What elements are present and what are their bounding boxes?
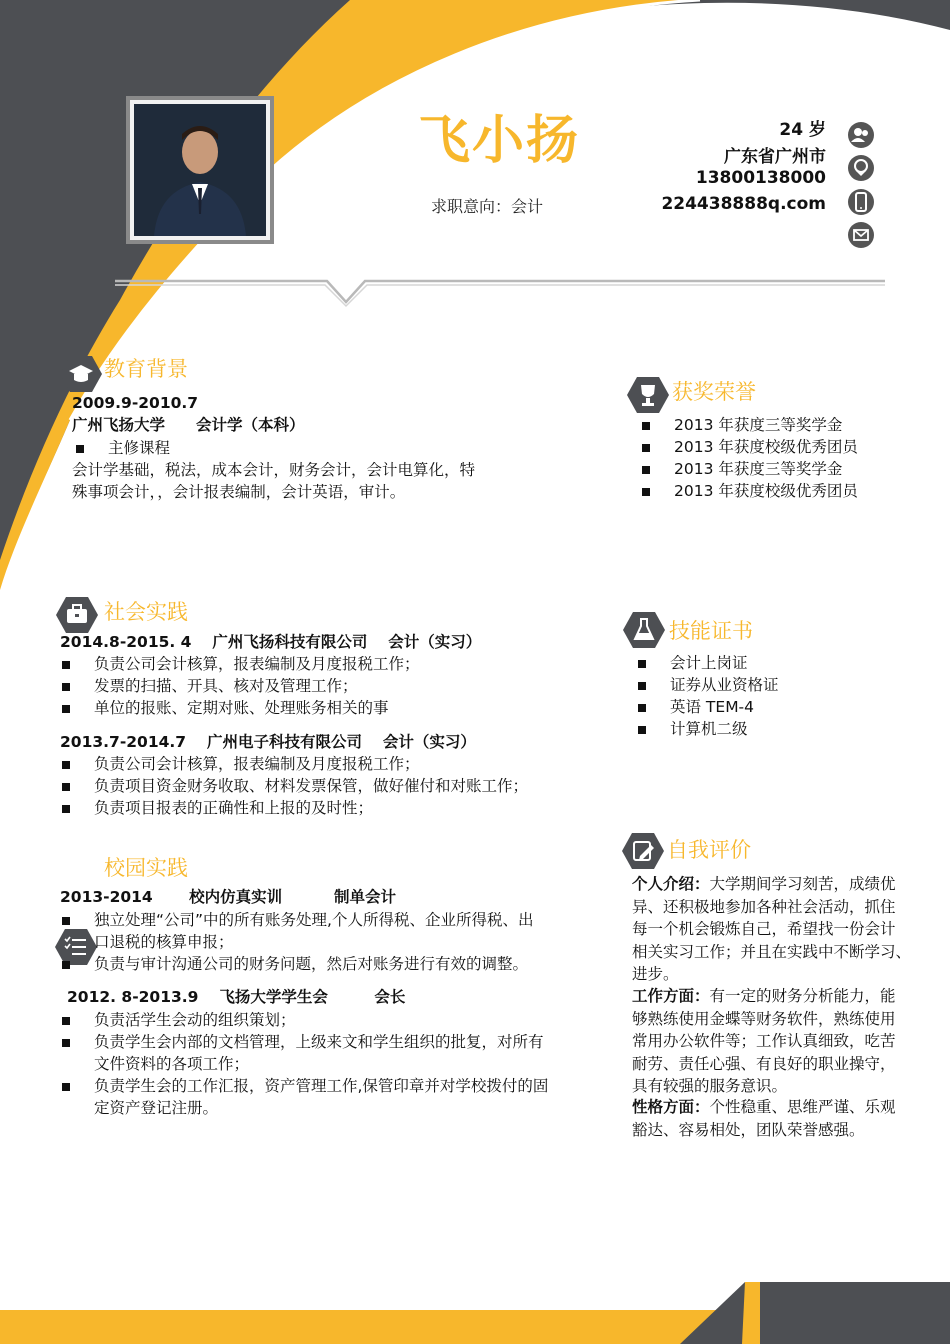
skills-title: 技能证书 <box>669 619 753 643</box>
trophy-icon <box>627 376 669 414</box>
education-school: 广州飞扬大学 会计学（本科） <box>72 416 305 434</box>
education-period: 2009.9-2010.7 <box>72 394 199 412</box>
list-item-continuation: 文件资料的各项工作； <box>94 1055 250 1073</box>
phone-icon <box>847 188 875 216</box>
list-item-continuation: 定资产登记注册。 <box>94 1099 219 1117</box>
flask-icon <box>623 611 665 649</box>
contact-phone: 13800138000 <box>695 168 826 188</box>
list-item-continuation: 口退税的核算申报； <box>94 933 234 951</box>
education-title: 教育背景 <box>104 357 188 381</box>
edit-icon <box>622 832 664 870</box>
contact-location: 广东省广州市 <box>724 147 826 167</box>
social-title: 社会实践 <box>104 600 188 624</box>
briefcase-icon <box>56 596 98 634</box>
location-icon <box>847 154 875 182</box>
self-work: 工作方面：有一定的财务分析能力，能 够熟练使用金蝶等财务软件，熟练使用 常用办公软件等；工作认真细致，吃苦 耐劳、责任心强、有良好的职业操守， 具有较强的服务意识。 <box>632 987 896 1095</box>
awards-title: 获奖荣誉 <box>672 380 756 404</box>
candidate-name: 飞小扬 <box>418 111 581 171</box>
email-icon <box>847 221 875 249</box>
social-job1-header: 2014.8-2015. 4 广州飞扬科技有限公司 会计（实习） <box>60 633 482 651</box>
self-character: 性格方面：个性稳重、思维严谨、乐观 豁达、容易相处，团队荣誉感强。 <box>632 1098 896 1139</box>
campus-title: 校园实践 <box>104 856 188 880</box>
profile-photo <box>126 96 274 244</box>
campus-job1-header: 2013-2014 校内仿真实训 制单会计 <box>60 888 397 906</box>
job-objective: 求职意向：会计 <box>431 197 544 216</box>
self-intro: 个人介绍：大学期间学习刻苦，成绩优 异、还积极地参加各种社会活动，抓住 每一个机会锻炼自己，希望找一份会计 相关实习工作；并且在实践中不断学习、 进步。 <box>632 875 912 983</box>
graduation-cap-icon <box>60 355 102 393</box>
campus-job2-header: 2012. 8-2013.9 飞扬大学学生会 会长 <box>67 988 406 1006</box>
social-job2-header: 2013.7-2014.7 广州电子科技有限公司 会计（实习） <box>60 733 476 751</box>
contact-age: 24 岁 <box>779 120 826 140</box>
education-courses-line2: 殊事项会计，，会计报表编制，会计英语，审计。 <box>72 483 406 501</box>
education-courses-line1: 会计学基础，税法，成本会计，财务会计，会计电算化，特 <box>72 461 476 479</box>
person-icon <box>847 121 875 149</box>
self-eval-title: 自我评价 <box>667 838 751 862</box>
contact-email: 224438888q.com <box>661 194 826 214</box>
